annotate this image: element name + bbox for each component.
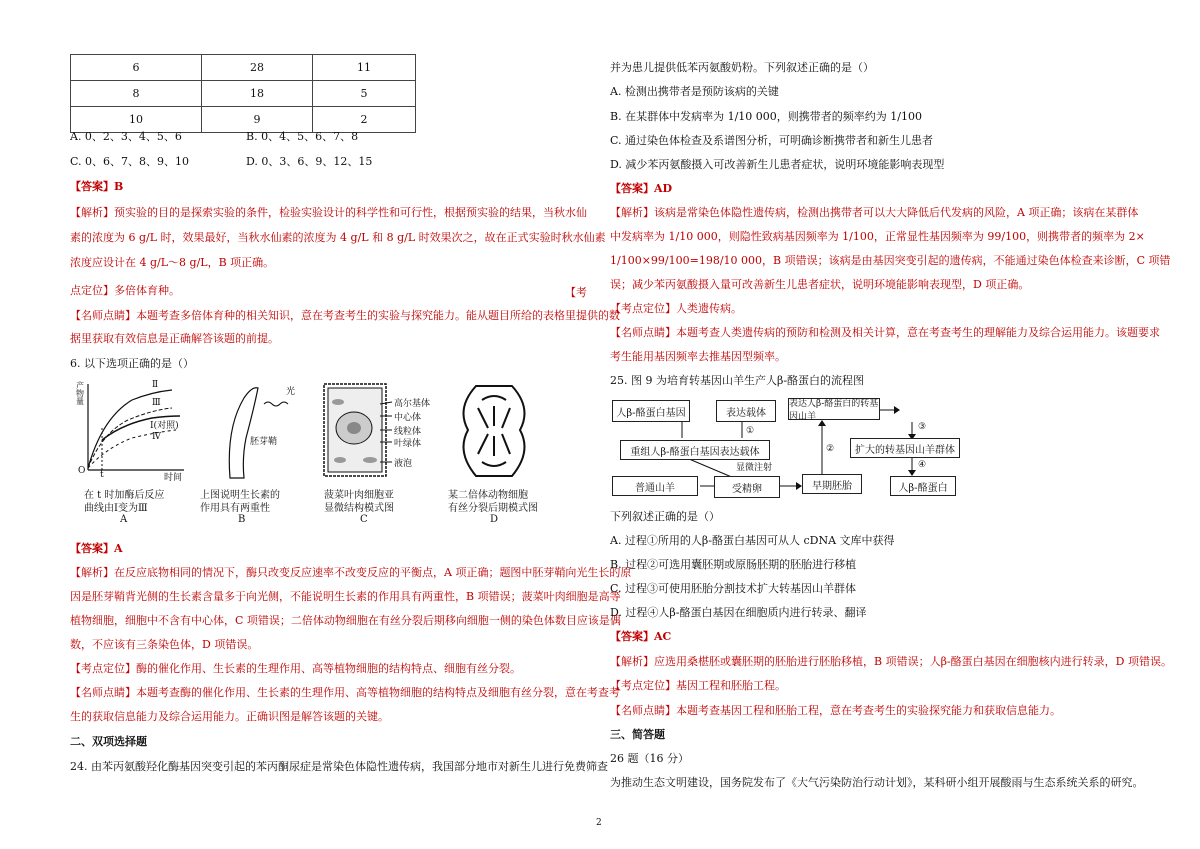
x-axis-label: 时间 [164,473,183,483]
option-d: D. 过程④人β-酪蛋白基因在细胞质内进行转录、翻译 [610,606,867,619]
tag-line: 【考点定位】人类遗传病。 [610,302,742,315]
embryo-box: 早期胚胎 [802,474,862,494]
organelle-label: 叶绿体 [394,439,422,449]
analysis-line: 中发病率为 1/10 000，则隐性致病基因频率为 1/100，正常显性基因频率为 99/100，则携带者的频率为 2× [610,230,1145,243]
caption: 某二倍体动物细胞 [448,490,528,501]
caption: 在 t 时加酶后反应 [84,490,165,501]
herd-box: 扩大的转基因山羊群体 [850,438,960,458]
goat-box: 普通山羊 [612,476,698,496]
organelle-label: 线粒体 [394,427,422,437]
analysis-line: 【解析】预实验的目的是探索实验的条件，检验实验设计的科学性和可行性，根据预实验的结果，当秋水仙 [70,206,587,219]
table-cell: 2 [313,107,416,133]
question-stem: 并为患儿提供低苯丙氨酸奶粉。下列叙述正确的是（） [610,61,874,74]
injection-label: 显微注射 [736,463,773,473]
option-d: D. 减少苯丙氨酸摄入可改善新生儿患者症状，说明环境能影响表现型 [610,158,945,171]
figure-letter: C [360,514,368,525]
analysis-line: 浓度应设计在 4 g/L～8 g/L，B 项正确。 [70,256,275,269]
table-row [71,107,416,133]
comment-line: 据里获取有效信息是正确解答该题的前提。 [70,332,279,345]
figure-c [320,378,440,528]
transgenic-box: 表达人β-酪蛋白的转基因山羊 [789,399,879,422]
flowchart [612,394,982,504]
caption: 显微结构模式图 [324,503,394,514]
caption: 菠菜叶肉细胞亚 [324,490,394,501]
comment-line: 生的获取信息能力及综合运用能力。正确识图是解答该题的关键。 [70,710,389,723]
analysis-line: 【解析】应选用桑椹胚或囊胚期的胚胎进行胚胎移植，B 项错误；人β-酪蛋白基因在细胞核内进行转录，D 项错误。 [610,655,1172,668]
table-cell: 18 [202,81,313,107]
t-label: t [100,470,104,480]
recombinant-box: 重组人β-酪蛋白基因表达载体 [620,440,770,460]
curve-label: Ⅲ [152,398,161,408]
question-head: 26 题（16 分） [610,752,689,765]
organelle-label: 高尔基体 [394,399,431,409]
curve-label: Ⅳ [152,432,161,442]
tag-line: 【考点定位】基因工程和胚胎工程。 [610,679,786,692]
light-label: 光 [286,387,296,397]
table-cell: 8 [71,81,202,107]
caption: 曲线由Ⅰ变为Ⅲ [84,503,148,514]
step-label: ③ [918,422,927,432]
question-stem: 6. 以下选项正确的是（） [70,357,194,370]
question-ask: 下列叙述正确的是（） [610,510,720,523]
section-heading: 二、双项选择题 [70,735,147,748]
organelle-label: 液泡 [394,459,413,469]
organelle-label: 中心体 [394,413,422,423]
curve-label: Ⅱ [152,380,159,390]
figure-letter: A [120,514,128,525]
step-label: ① [746,426,755,436]
option-a: A. 0、2、3、4、5、6 [70,130,182,143]
y-axis-label: 产物量 [76,381,84,406]
analysis-line: 【解析】在反应底物相同的情况下，酶只改变反应速率不改变反应的平衡点，A 项正确；题图中胚芽鞘向光生长的原 [70,566,632,579]
comment-line: 【名师点睛】本题考查酶的催化作用、生长素的生理作用、高等植物细胞的结构特点及细胞有丝分裂，意在考查考 [70,686,620,699]
table-cell: 6 [71,55,202,81]
question-stem: 25. 图 9 为培育转基因山羊生产人β-酪蛋白的流程图 [610,374,865,387]
comment-line: 考生能用基因频率去推基因型频率。 [610,350,786,363]
step-label: ④ [918,460,927,470]
analysis-line: 【解析】该病是常染色体隐性遗传病，检测出携带者可以大大降低后代发病的风险，A 项正确；该病在某群体 [610,206,1139,219]
caption: 有丝分裂后期模式图 [448,503,538,514]
option-a: A. 过程①所用的人β-酪蛋白基因可从人 cDNA 文库中获得 [610,534,895,547]
analysis-line: 素的浓度为 6 g/L 时，效果最好，当秋水仙素的浓度为 4 g/L 和 8 g/L 时效果次之，故在正式实验时秋水仙素 [70,231,606,244]
gene-box: 人β-酪蛋白基因 [612,400,690,422]
table-cell: 28 [202,55,313,81]
caption: 作用具有两重性 [200,503,270,514]
option-d: D. 0、3、6、9、12、15 [246,155,373,168]
question-stem: 24. 由苯丙氨酸羟化酶基因突变引起的苯丙酮尿症是常染色体隐性遗传病，我国部分地市对新生儿进行免费筛查 [70,760,608,773]
step-label: ② [826,444,835,454]
analysis-line: 1/100×99/100=198/10 000，B 项错误；该病是由基因突变引起的遗传病，不能通过染色体检查来诊断，C 项错 [610,254,1171,267]
curve-label: Ⅰ(对照) [150,421,179,431]
egg-box: 受精卵 [714,476,780,498]
tag-line: 点定位】多倍体育种。 [70,284,180,297]
figure-letter: B [238,514,246,525]
analysis-line: 误；减少苯丙氨酸摄入量可改善新生儿患者症状，说明环境能影响表现型，D 项正确。 [610,278,1030,291]
option-b: B. 在某群体中发病率为 1/10 000，则携带者的频率约为 1/100 [610,110,922,123]
data-table [70,54,416,133]
caption: 上图说明生长素的 [200,490,280,501]
figure-letter: D [490,514,499,525]
analysis-line: 因是胚芽鞘背光侧的生长素含量多于向光侧，不能说明生长素的作用具有两重性，B 项错误；菠菜叶肉细胞是高等 [70,590,621,603]
figure-b [200,378,310,528]
comment-line: 【名师点睛】本题考查多倍体育种的相关知识，意在考查考生的实验与探究能力。能从题目所给的表格里提供的数 [70,309,620,322]
option-c: C. 0、6、7、8、9、10 [70,155,190,168]
option-c: C. 过程③可使用胚胎分割技术扩大转基因山羊群体 [610,582,857,595]
coleoptile-label: 胚芽鞘 [250,437,278,447]
table-row [71,81,416,107]
analysis-line: 植物细胞，细胞中不含有中心体，C 项错误；二倍体动物细胞在有丝分裂后期移向细胞一侧的染色体数目应该是偶 [70,614,621,627]
comment-line: 【名师点睛】本题考查人类遗传病的预防和检测及相关计算，意在考查考生的理解能力及综合运用能力。该题要求 [610,326,1160,339]
option-b: B. 过程②可选用囊胚期或原肠胚期的胚胎进行移植 [610,558,857,571]
answer: 【答案】AD [610,182,673,195]
table-cell: 11 [313,55,416,81]
page-number: 2 [596,818,602,828]
table-cell: 5 [313,81,416,107]
option-c: C. 通过染色体检查及系谱图分析，可明确诊断携带者和新生儿患者 [610,134,934,147]
comment-line: 【名师点睛】本题考查基因工程和胚胎工程，意在考查考生的实验探究能力和获取信息能力。 [610,704,1061,717]
answer: 【答案】B [70,180,124,193]
table-cell: 9 [202,107,313,133]
vector-box: 表达载体 [716,400,776,422]
answer: 【答案】AC [610,630,672,643]
tag-line: 【考点定位】酶的催化作用、生长素的生理作用、高等植物细胞的结构特点、细胞有丝分裂。 [70,662,521,675]
table-cell: 10 [71,107,202,133]
origin-label: O [78,466,86,476]
question-stem: 为推动生态文明建设，国务院发布了《大气污染防治行动计划》，某科研小组开展酸雨与生态系统关系的研究。 [610,776,1144,789]
section-heading: 三、简答题 [610,728,665,741]
analysis-line: 数，不应该有三条染色体，D 项错误。 [70,638,259,651]
option-b: B. 0、4、5、6、7、8 [246,130,359,143]
table-row [71,55,416,81]
figure-a [72,378,192,528]
option-a: A. 检测出携带者是预防该病的关键 [610,85,779,98]
answer: 【答案】A [70,542,123,555]
figure-d [448,378,558,528]
casein-box: 人β-酪蛋白 [890,476,956,496]
tag-prefix: 【考 [565,286,587,299]
